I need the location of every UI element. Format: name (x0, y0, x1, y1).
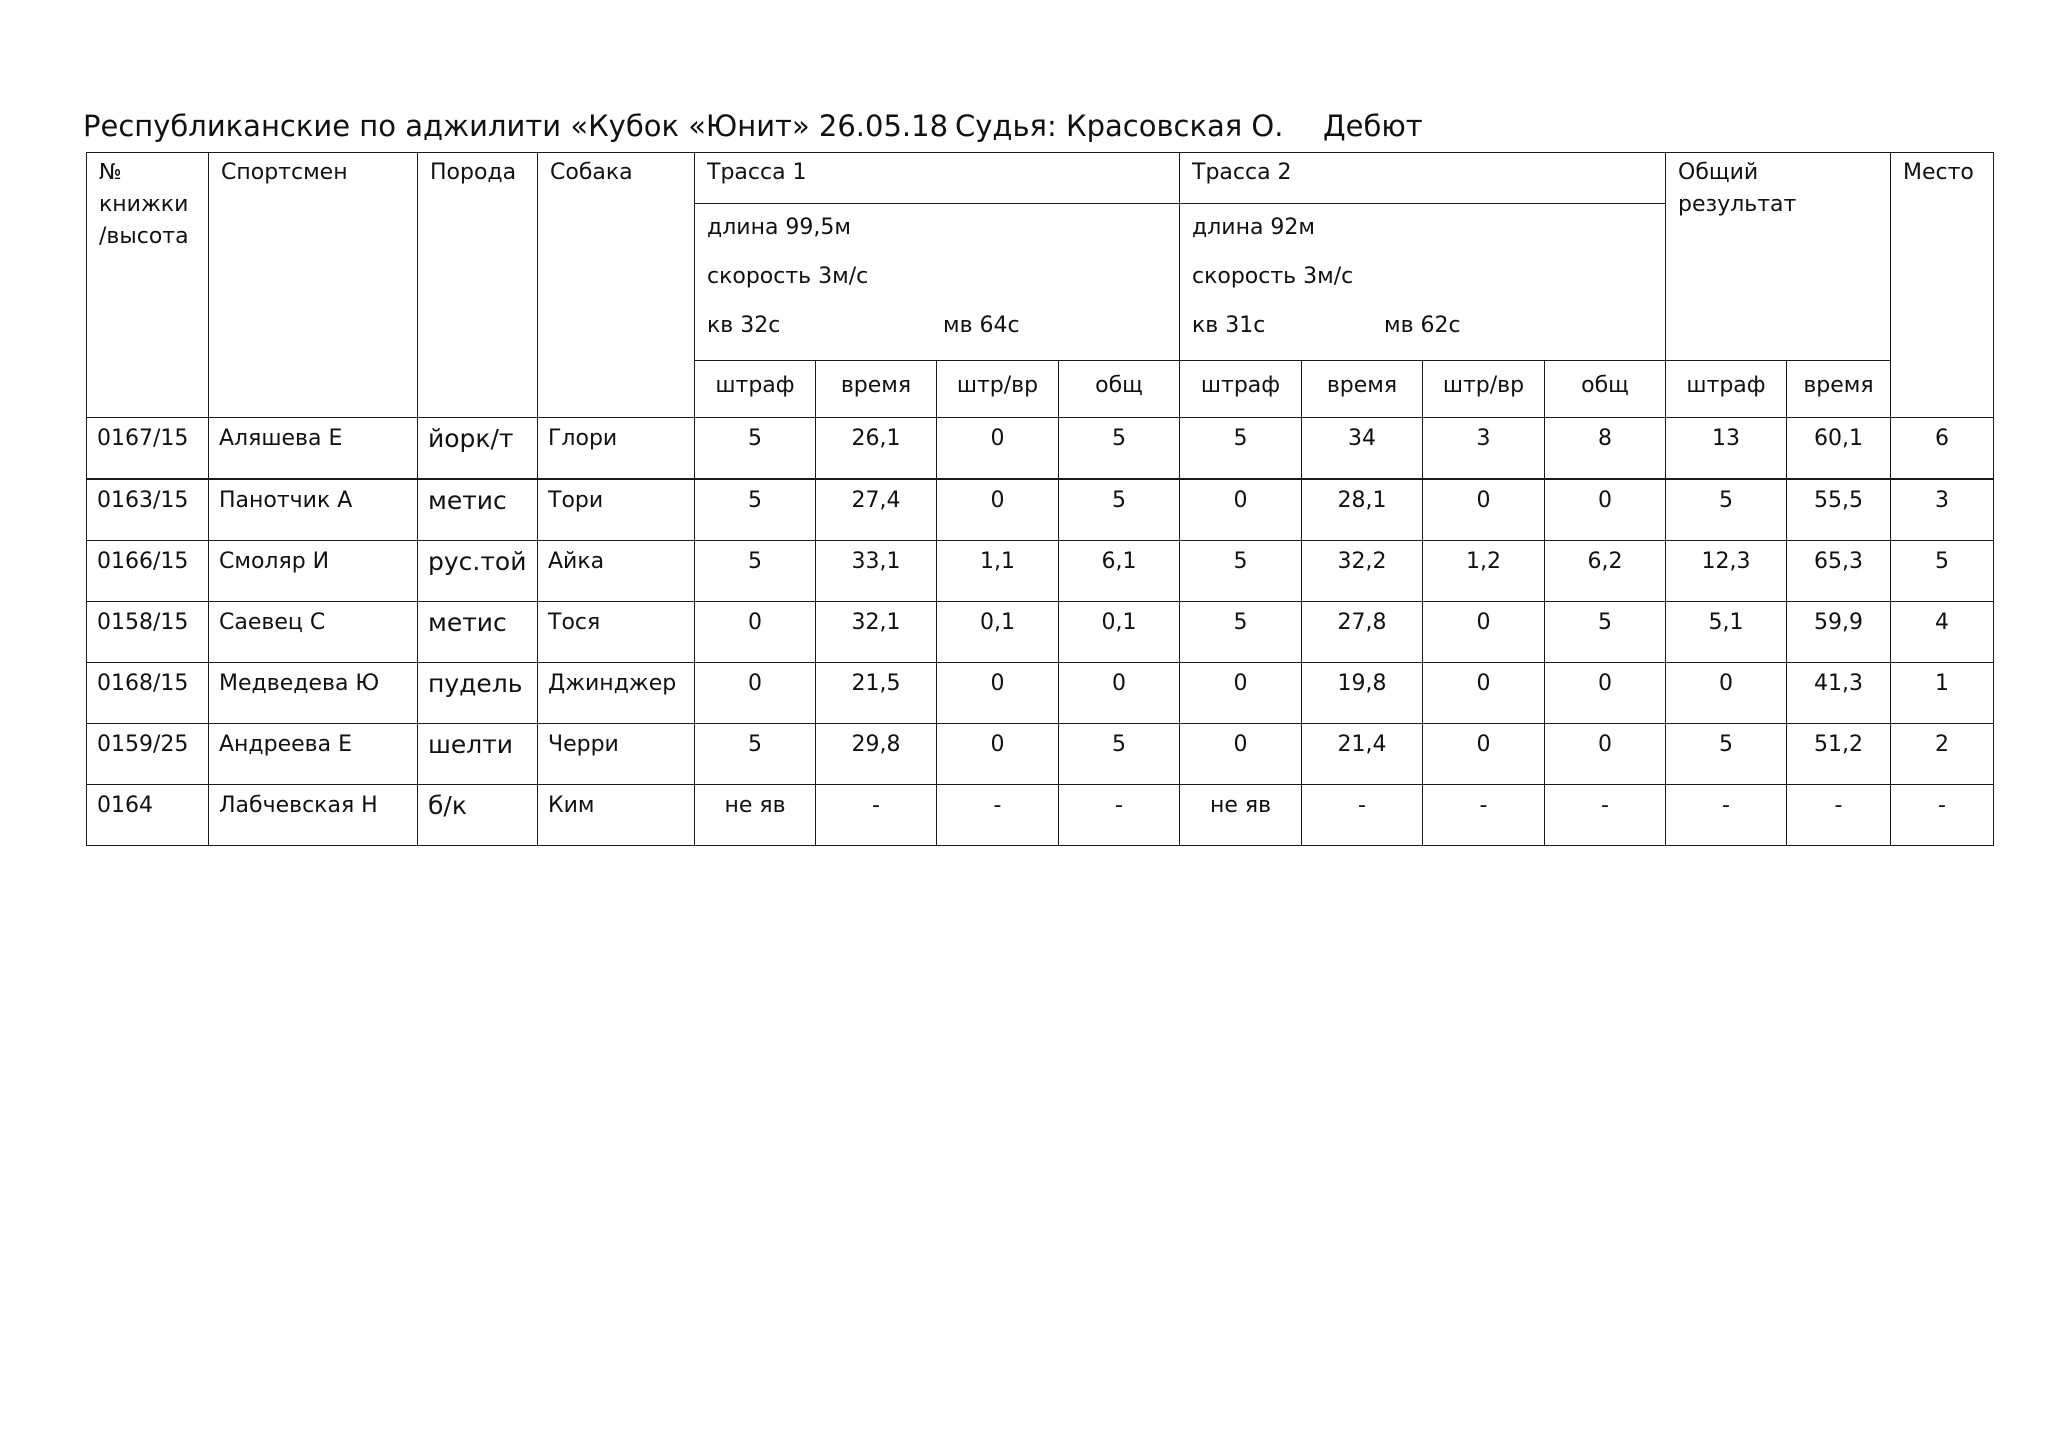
cell-c2-total: 6,2 (1545, 541, 1666, 602)
cell-c1-time-penalty: 0 (937, 724, 1059, 785)
cell-c1-total: 0 (1059, 663, 1180, 724)
cell-c1-penalty: 5 (695, 541, 816, 602)
cell-c2-total: 0 (1545, 663, 1666, 724)
cell-c2-time-penalty: 0 (1423, 724, 1545, 785)
course2-times (1192, 306, 1653, 355)
course2-params (1180, 204, 1666, 361)
cell-breed: б/к (418, 785, 538, 846)
cell-breed: метис (418, 602, 538, 663)
cell-c1-total: 5 (1059, 479, 1180, 541)
cell-c1-time: 29,8 (816, 724, 937, 785)
course2-title: Трасса 2 (1180, 153, 1666, 204)
cell-c1-penalty: не яв (695, 785, 816, 846)
cell-c2-time: 34 (1302, 418, 1423, 480)
cell-total-penalty: 5 (1666, 479, 1787, 541)
cell-total-time: - (1787, 785, 1891, 846)
cell-c1-time: 21,5 (816, 663, 937, 724)
cell-dog: Ким (538, 785, 695, 846)
cell-athlete: Саевец С (209, 602, 418, 663)
cell-c2-penalty: 0 (1180, 479, 1302, 541)
total-sub-time: время (1787, 361, 1891, 418)
cell-c2-penalty: 5 (1180, 541, 1302, 602)
cell-c1-penalty: 5 (695, 724, 816, 785)
cell-c2-time-penalty: - (1423, 785, 1545, 846)
table-row (87, 602, 1994, 663)
course1-params (695, 204, 1180, 361)
results-table (86, 152, 1994, 846)
cell-c2-total: 8 (1545, 418, 1666, 480)
header-row-1 (87, 153, 1994, 204)
course1-length: длина 99,5м (707, 215, 852, 240)
cell-c2-penalty: 5 (1180, 602, 1302, 663)
cell-c1-time: 27,4 (816, 479, 937, 541)
cell-dog: Глори (538, 418, 695, 480)
col-header-place: Место (1891, 153, 1994, 418)
cell-c1-time: 33,1 (816, 541, 937, 602)
cell-dog: Айка (538, 541, 695, 602)
cell-c2-penalty: 0 (1180, 663, 1302, 724)
cell-c1-penalty: 5 (695, 479, 816, 541)
cell-c1-total: 5 (1059, 724, 1180, 785)
cell-c1-time-penalty: 0 (937, 479, 1059, 541)
table-row (87, 663, 1994, 724)
cell-c1-total: - (1059, 785, 1180, 846)
course2-sub-penalty: штраф (1180, 361, 1302, 418)
cell-athlete: Панотчик А (209, 479, 418, 541)
cell-c2-total: 0 (1545, 479, 1666, 541)
cell-c2-penalty: 5 (1180, 418, 1302, 480)
cell-total-time: 59,9 (1787, 602, 1891, 663)
cell-breed: рус.той (418, 541, 538, 602)
cell-book-height: 0168/15 (87, 663, 209, 724)
col-header-book-line2: книжки (99, 192, 189, 217)
cell-c2-time: - (1302, 785, 1423, 846)
col-header-athlete: Спортсмен (209, 153, 418, 418)
cell-athlete: Медведева Ю (209, 663, 418, 724)
course2-sub-time-penalty: штр/вр (1423, 361, 1545, 418)
cell-c2-time: 19,8 (1302, 663, 1423, 724)
cell-place: 1 (1891, 663, 1994, 724)
course2-length: длина 92м (1192, 215, 1316, 240)
course1-sub-time: время (816, 361, 937, 418)
table-row (87, 418, 1994, 480)
cell-c1-time-penalty: 0 (937, 663, 1059, 724)
cell-c1-time-penalty: 0 (937, 418, 1059, 480)
total-sub-penalty: штраф (1666, 361, 1787, 418)
cell-c2-time-penalty: 1,2 (1423, 541, 1545, 602)
course2-speed: скорость 3м/с (1192, 264, 1354, 289)
cell-breed: йорк/т (418, 418, 538, 480)
cell-place: 4 (1891, 602, 1994, 663)
table-row (87, 479, 1994, 541)
cell-athlete: Андреева Е (209, 724, 418, 785)
cell-total-time: 60,1 (1787, 418, 1891, 480)
cell-c1-time: 26,1 (816, 418, 937, 480)
col-header-total: Общий результат (1666, 153, 1891, 361)
cell-total-penalty: 13 (1666, 418, 1787, 480)
cell-breed: метис (418, 479, 538, 541)
cell-c1-time-penalty: 0,1 (937, 602, 1059, 663)
cell-book-height: 0164 (87, 785, 209, 846)
cell-c1-total: 0,1 (1059, 602, 1180, 663)
cell-book-height: 0167/15 (87, 418, 209, 480)
cell-c2-total: 0 (1545, 724, 1666, 785)
cell-dog: Тося (538, 602, 695, 663)
cell-breed: шелти (418, 724, 538, 785)
cell-total-time: 65,3 (1787, 541, 1891, 602)
cell-c1-time: - (816, 785, 937, 846)
table-row (87, 785, 1994, 846)
cell-c2-time-penalty: 3 (1423, 418, 1545, 480)
cell-total-penalty: 0 (1666, 663, 1787, 724)
cell-total-penalty: - (1666, 785, 1787, 846)
cell-place: 2 (1891, 724, 1994, 785)
col-header-breed: Порода (418, 153, 538, 418)
cell-total-penalty: 12,3 (1666, 541, 1787, 602)
cell-c2-penalty: не яв (1180, 785, 1302, 846)
cell-total-time: 55,5 (1787, 479, 1891, 541)
cell-c2-time: 28,1 (1302, 479, 1423, 541)
col-header-book-height (87, 153, 209, 418)
cell-c1-penalty: 0 (695, 663, 816, 724)
cell-c2-penalty: 0 (1180, 724, 1302, 785)
course2-sub-total: общ (1545, 361, 1666, 418)
cell-dog: Тори (538, 479, 695, 541)
cell-total-time: 51,2 (1787, 724, 1891, 785)
cell-total-penalty: 5 (1666, 724, 1787, 785)
cell-breed: пудель (418, 663, 538, 724)
course1-sub-penalty: штраф (695, 361, 816, 418)
cell-c1-time-penalty: - (937, 785, 1059, 846)
cell-c2-time-penalty: 0 (1423, 602, 1545, 663)
judge-name: Судья: Красовская О. (955, 109, 1284, 143)
cell-total-penalty: 5,1 (1666, 602, 1787, 663)
cell-c1-penalty: 0 (695, 602, 816, 663)
cell-c1-time: 32,1 (816, 602, 937, 663)
col-header-book-line3: /высота (99, 224, 189, 249)
cell-c2-total: - (1545, 785, 1666, 846)
cell-place: 5 (1891, 541, 1994, 602)
col-header-dog: Собака (538, 153, 695, 418)
cell-c2-time: 27,8 (1302, 602, 1423, 663)
course2-mv: мв 62с (1384, 313, 1461, 338)
course2-kv: кв 31с (1192, 313, 1266, 338)
cell-total-time: 41,3 (1787, 663, 1891, 724)
course1-kv: кв 32с (707, 313, 781, 338)
cell-book-height: 0166/15 (87, 541, 209, 602)
cell-place: 3 (1891, 479, 1994, 541)
cell-c2-time-penalty: 0 (1423, 663, 1545, 724)
cell-book-height: 0163/15 (87, 479, 209, 541)
table-row (87, 724, 1994, 785)
cell-c2-time: 21,4 (1302, 724, 1423, 785)
event-title: Республиканские по аджилити «Кубок «Юнит» 26.05.18 (83, 109, 949, 143)
cell-book-height: 0158/15 (87, 602, 209, 663)
cell-c1-total: 6,1 (1059, 541, 1180, 602)
course2-sub-time: время (1302, 361, 1423, 418)
class-name: Дебют (1323, 109, 1423, 143)
cell-athlete: Лабчевская Н (209, 785, 418, 846)
col-header-book-line1: № (99, 160, 122, 185)
cell-c2-total: 5 (1545, 602, 1666, 663)
cell-c1-penalty: 5 (695, 418, 816, 480)
cell-c2-time-penalty: 0 (1423, 479, 1545, 541)
cell-dog: Джинджер (538, 663, 695, 724)
cell-athlete: Аляшева Е (209, 418, 418, 480)
course1-times (707, 306, 1167, 355)
cell-athlete: Смоляр И (209, 541, 418, 602)
cell-place: 6 (1891, 418, 1994, 480)
course1-speed: скорость 3м/с (707, 264, 869, 289)
cell-c2-time: 32,2 (1302, 541, 1423, 602)
cell-dog: Черри (538, 724, 695, 785)
course1-title: Трасса 1 (695, 153, 1180, 204)
table-row (87, 541, 1994, 602)
cell-place: - (1891, 785, 1994, 846)
course1-sub-total: общ (1059, 361, 1180, 418)
cell-c1-time-penalty: 1,1 (937, 541, 1059, 602)
cell-book-height: 0159/25 (87, 724, 209, 785)
cell-c1-total: 5 (1059, 418, 1180, 480)
course1-sub-time-penalty: штр/вр (937, 361, 1059, 418)
course1-mv: мв 64с (943, 313, 1020, 338)
